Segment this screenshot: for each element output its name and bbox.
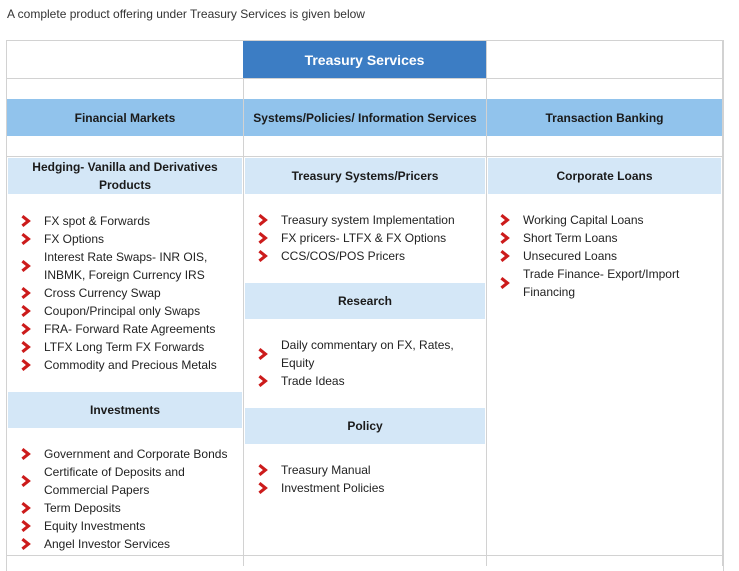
chevron-right-icon xyxy=(499,250,511,262)
list-item-text: Investment Policies xyxy=(281,481,385,495)
investments-list xyxy=(20,445,235,553)
list-item-text: Unsecured Loans xyxy=(523,249,618,263)
list-item xyxy=(20,320,235,338)
section-header-treasury-systems: Treasury Systems/Pricers xyxy=(245,158,485,194)
hedging-list xyxy=(20,212,235,374)
list-item xyxy=(257,372,479,390)
chevron-right-icon xyxy=(20,341,32,353)
list-item xyxy=(257,479,479,497)
list-item-text: Angel Investor Services xyxy=(44,537,171,551)
list-item xyxy=(20,338,235,356)
chevron-right-icon xyxy=(20,538,32,550)
list-item xyxy=(20,284,235,302)
list-item xyxy=(499,211,715,229)
list-item-text: Government and Corporate Bonds xyxy=(44,447,228,461)
chevron-right-icon xyxy=(257,232,269,244)
list-item-text: Trade Ideas xyxy=(281,374,345,388)
row-divider xyxy=(6,555,723,556)
chevron-right-icon xyxy=(257,482,269,494)
policy-list xyxy=(257,461,479,497)
list-item xyxy=(20,517,235,535)
section-header-investments: Investments xyxy=(8,392,242,428)
list-item xyxy=(257,211,479,229)
chevron-right-icon xyxy=(257,214,269,226)
list-item-text: LTFX Long Term FX Forwards xyxy=(44,340,205,354)
list-item xyxy=(20,248,235,284)
list-item xyxy=(499,247,715,265)
chevron-right-icon xyxy=(20,260,32,272)
column-header-financial-markets: Financial Markets xyxy=(7,99,243,136)
list-item-text: Treasury system Implementation xyxy=(281,213,455,227)
research-list xyxy=(257,336,479,390)
column-header-systems: Systems/Policies/ Information Services xyxy=(244,99,486,136)
list-item xyxy=(499,229,715,247)
row-divider xyxy=(6,78,723,79)
list-item-text: Certificate of Deposits and Commercial Papers xyxy=(44,465,185,497)
section-header-hedging: Hedging- Vanilla and Derivatives Products xyxy=(8,158,242,194)
chevron-right-icon xyxy=(499,277,511,289)
list-item xyxy=(499,265,715,301)
corporate-loans-list xyxy=(499,211,715,301)
chevron-right-icon xyxy=(20,520,32,532)
section-header-research: Research xyxy=(245,283,485,319)
chevron-right-icon xyxy=(257,464,269,476)
list-item xyxy=(20,499,235,517)
list-item-text: Working Capital Loans xyxy=(523,213,644,227)
list-item-text: Commodity and Precious Metals xyxy=(44,358,217,372)
chevron-right-icon xyxy=(20,215,32,227)
chevron-right-icon xyxy=(20,323,32,335)
chevron-right-icon xyxy=(20,502,32,514)
table-title: Treasury Services xyxy=(243,41,486,78)
column-header-transaction-banking: Transaction Banking xyxy=(487,99,722,136)
list-item-text: FX Options xyxy=(44,232,105,246)
list-item-text: CCS/COS/POS Pricers xyxy=(281,249,406,263)
chevron-right-icon xyxy=(20,448,32,460)
list-item xyxy=(20,463,235,499)
list-item xyxy=(257,336,479,372)
list-item xyxy=(257,461,479,479)
intro-text: A complete product offering under Treasury Services is given below xyxy=(7,7,365,21)
list-item xyxy=(20,356,235,374)
treasury-systems-list xyxy=(257,211,479,265)
list-item xyxy=(257,229,479,247)
chevron-right-icon xyxy=(257,375,269,387)
chevron-right-icon xyxy=(20,475,32,487)
list-item xyxy=(20,535,235,553)
list-item-text: Interest Rate Swaps- INR OIS, INBMK, Foreign Currency IRS xyxy=(44,250,208,282)
chevron-right-icon xyxy=(257,250,269,262)
list-item xyxy=(20,212,235,230)
chevron-right-icon xyxy=(499,232,511,244)
list-item xyxy=(20,302,235,320)
list-item xyxy=(257,247,479,265)
list-item-text: Equity Investments xyxy=(44,519,146,533)
section-header-policy: Policy xyxy=(245,408,485,444)
list-item-text: Cross Currency Swap xyxy=(44,286,161,300)
list-item-text: Coupon/Principal only Swaps xyxy=(44,304,201,318)
row-divider xyxy=(6,156,723,157)
chevron-right-icon xyxy=(257,348,269,360)
chevron-right-icon xyxy=(20,359,32,371)
chevron-right-icon xyxy=(20,233,32,245)
list-item-text: FRA- Forward Rate Agreements xyxy=(44,322,216,336)
chevron-right-icon xyxy=(499,214,511,226)
list-item xyxy=(20,445,235,463)
list-item xyxy=(20,230,235,248)
list-item-text: Short Term Loans xyxy=(523,231,618,245)
list-item-text: FX pricers- LTFX & FX Options xyxy=(281,231,447,245)
column-divider xyxy=(722,41,723,566)
chevron-right-icon xyxy=(20,305,32,317)
list-item-text: Daily commentary on FX, Rates, Equity xyxy=(281,338,454,370)
list-item-text: Treasury Manual xyxy=(281,463,371,477)
chevron-right-icon xyxy=(20,287,32,299)
list-item-text: FX spot & Forwards xyxy=(44,214,151,228)
list-item-text: Term Deposits xyxy=(44,501,121,515)
section-header-corporate-loans: Corporate Loans xyxy=(488,158,721,194)
list-item-text: Trade Finance- Export/Import Financing xyxy=(523,267,680,299)
